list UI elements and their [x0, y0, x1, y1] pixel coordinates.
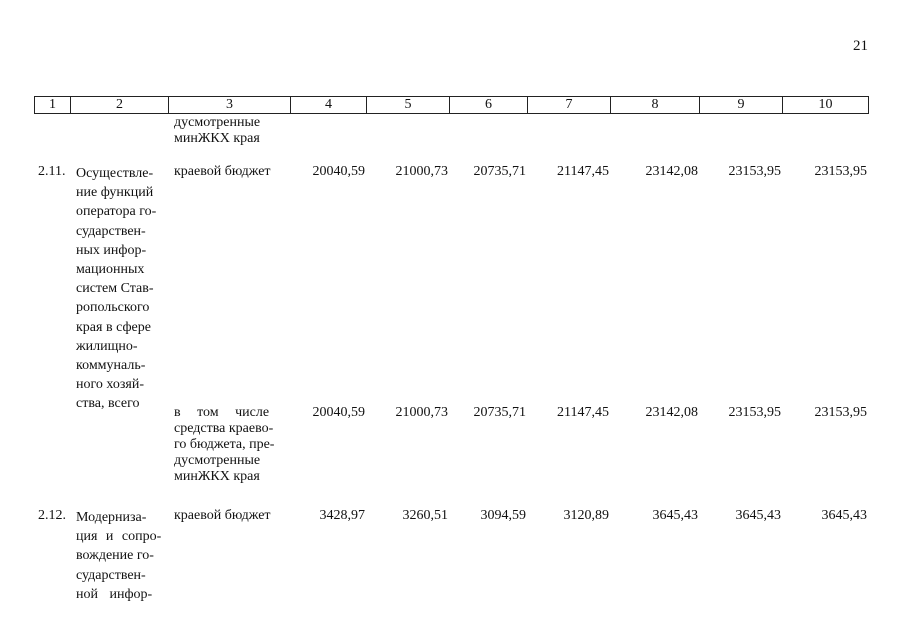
carryover-source-line: дусмотренные: [174, 115, 261, 130]
value-col-4: 3428,97: [319, 508, 365, 523]
value-col-5: 21000,73: [395, 405, 448, 420]
value-col-6: 20735,71: [473, 405, 526, 420]
funding-source-line: средства краево-: [174, 421, 274, 436]
column-number-7: 7: [528, 97, 611, 114]
value-col-8: 23142,08: [645, 164, 698, 179]
funding-source-line: краевой бюджет: [174, 164, 271, 179]
measure-name-cell: [76, 508, 164, 604]
funding-source-cell: [174, 405, 284, 485]
measure-name-line: систем Став-: [76, 281, 154, 297]
value-col-6: 20735,71: [473, 164, 526, 179]
column-number-header: [34, 96, 869, 114]
value-col-8: 3645,43: [652, 508, 698, 523]
column-number-1: 1: [35, 97, 71, 114]
value-col-8: 23142,08: [645, 405, 698, 420]
value-col-6: 3094,59: [480, 508, 526, 523]
measure-name-line: Модерниза-: [76, 510, 147, 525]
funding-source-cell: [174, 508, 290, 524]
measure-name-line: ного хозяй-: [76, 377, 144, 393]
row-number: 2.11.: [38, 164, 66, 179]
value-col-7: 21147,45: [557, 405, 609, 420]
column-number-8: 8: [611, 97, 700, 114]
measure-name-cell: [76, 164, 164, 414]
measure-name-line: сударствен-: [76, 223, 146, 239]
value-col-7: 21147,45: [557, 164, 609, 179]
column-number-2: 2: [71, 97, 169, 114]
value-col-9: 23153,95: [728, 164, 781, 179]
carryover-source-cell: [174, 115, 290, 147]
value-col-4: 20040,59: [312, 405, 365, 420]
value-col-10: 3645,43: [821, 508, 867, 523]
measure-name-line: ние функций: [76, 185, 154, 201]
funding-source-line: минЖКХ края: [174, 469, 260, 484]
value-col-10: 23153,95: [814, 164, 867, 179]
value-col-10: 23153,95: [814, 405, 867, 420]
column-number-6: 6: [450, 97, 528, 114]
page-number: 21: [853, 38, 868, 54]
column-number-3: 3: [169, 97, 291, 114]
measure-name-line: ция и сопро-: [76, 529, 162, 545]
column-number-5: 5: [367, 97, 450, 114]
measure-name-line: Осуществле-: [76, 166, 154, 181]
measure-name-line: сударствен-: [76, 567, 146, 583]
funding-source-line: го бюджета, пре-: [174, 437, 275, 452]
value-col-5: 3260,51: [402, 508, 448, 523]
measure-name-line: жилищно-: [76, 338, 138, 354]
funding-source-line: дусмотренные: [174, 453, 261, 468]
funding-source-line: краевой бюджет: [174, 508, 271, 523]
value-col-9: 3645,43: [735, 508, 781, 523]
measure-name-line: коммуналь-: [76, 358, 146, 374]
row-number: 2.12.: [38, 508, 66, 523]
value-col-7: 3120,89: [563, 508, 609, 523]
measure-name-line: ства, всего: [76, 396, 140, 412]
value-col-4: 20040,59: [312, 164, 365, 179]
column-number-10: 10: [783, 97, 869, 114]
carryover-source-line: минЖКХ края: [174, 131, 260, 146]
measure-name-line: ных инфор-: [76, 242, 147, 258]
measure-name-line: мационных: [76, 262, 145, 278]
column-number-4: 4: [291, 97, 367, 114]
funding-source-cell: [174, 164, 290, 180]
value-col-5: 21000,73: [395, 164, 448, 179]
funding-source-line: в том числе: [174, 405, 270, 420]
column-number-9: 9: [700, 97, 783, 114]
measure-name-line: ной инфор-: [76, 586, 153, 602]
measure-name-line: края в сфере: [76, 319, 151, 335]
measure-name-line: вождение го-: [76, 548, 154, 564]
value-col-9: 23153,95: [728, 405, 781, 420]
measure-name-line: оператора го-: [76, 204, 157, 220]
measure-name-line: ропольского: [76, 300, 150, 316]
